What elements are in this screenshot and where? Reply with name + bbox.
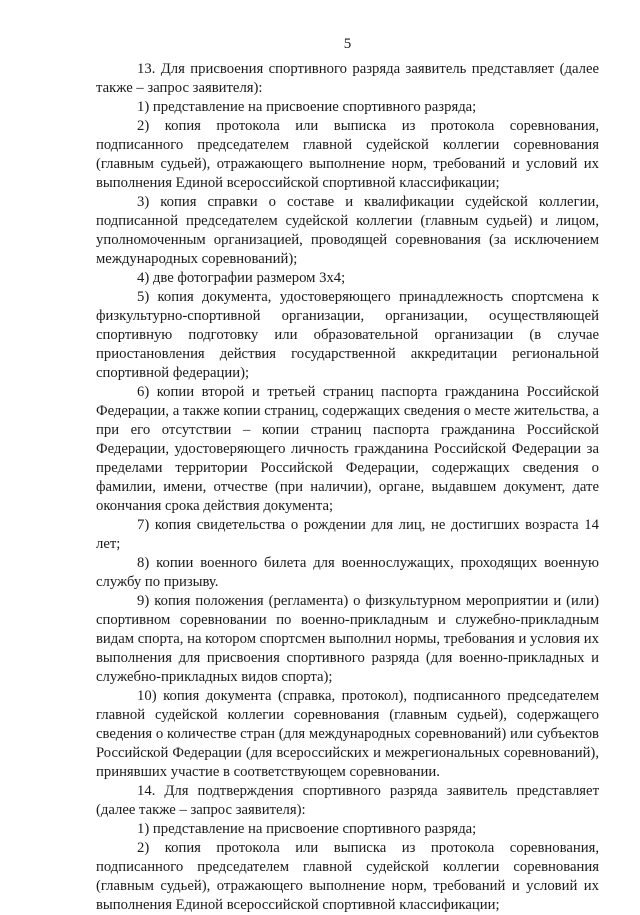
paragraph-13-item-1: 1) представление на присвоение спортивного разряда; xyxy=(137,99,477,115)
paragraph-14-intro: 14. Для подтверждения спортивного разряда заявитель представляет (далее также – запрос заявителя): xyxy=(96,783,599,818)
page-number: 5 xyxy=(343,36,352,52)
paragraph-13-item-6: 6) копии второй и третьей страниц паспорта гражданина Российской Федерации, а также копии страниц, содержащих сведения о месте жительства, а при его отсутствии – копии страниц паспорта гражданина Российской Федерации, удостоверяющего личность гражданина Российской Федерации за пределами территории Российской Федерации, содержащих сведения о фамилии, имени, отчестве (при наличии), органе, выдавшем документ, дате окончания срока действия документа; xyxy=(96,384,600,514)
paragraph-13-item-10: 10) копия документа (справка, протокол), подписанного председателем главной судейской коллегии соревнования (главным судьей), содержащего сведения о количестве стран (для международных соревнований) или субъектов Российской Федерации (для всероссийских и межрегиональных соревнований), принявших участие в соответствующем соревновании. xyxy=(96,688,599,780)
paragraph-14-item-1: 1) представление на присвоение спортивного разряда; xyxy=(137,821,477,837)
paragraph-14-item-2: 2) копия протокола или выписка из протокола соревнования, подписанного председателем главной судейской коллегии соревнования (главным судьей), отражающего выполнение норм, требований и условий их выполнения Единой всероссийской спортивной классификации; xyxy=(96,840,599,913)
paragraph-13-item-5: 5) копия документа, удостоверяющего принадлежность спортсмена к физкультурно-спортивной организации, организации, осуществляющей спортивную подготовку или образовательной организации (в случае приостановления действия государственной аккредитации региональной спортивной федерации); xyxy=(96,289,599,381)
paragraph-13-item-7: 7) копия свидетельства о рождении для лиц, не достигших возраста 14 лет; xyxy=(96,517,599,552)
paragraph-13-item-3: 3) копия справки о составе и квалификации судейской коллегии, подписанной председателем судейской коллегии (главным судьей) и лицом, уполномоченным организацией, проводящей соревнования (за исключением международных соревнований); xyxy=(96,194,599,267)
paragraph-13-item-8: 8) копии военного билета для военнослужащих, проходящих военную службу по призыву. xyxy=(96,555,599,590)
document-page xyxy=(96,34,599,915)
paragraph-13-item-9: 9) копия положения (регламента) о физкультурном мероприятии и (или) спортивном соревновании по военно-прикладным и служебно-прикладным видам спорта, на котором спортсмен выполнил нормы, требования и условия их выполнения для присвоения спортивного разряда (для военно-прикладных и служебно-прикладных видов спорта); xyxy=(96,593,599,685)
paragraph-13-intro: 13. Для присвоения спортивного разряда заявитель представляет (далее также – запрос заявителя): xyxy=(96,61,599,96)
paragraph-13-item-4: 4) две фотографии размером 3х4; xyxy=(137,270,346,286)
paragraph-13-item-2: 2) копия протокола или выписка из протокола соревнования, подписанного председателем главной судейской коллегии соревнования (главным судьей), отражающего выполнение норм, требований и условий их выполнения Единой всероссийской спортивной классификации; xyxy=(96,118,599,191)
